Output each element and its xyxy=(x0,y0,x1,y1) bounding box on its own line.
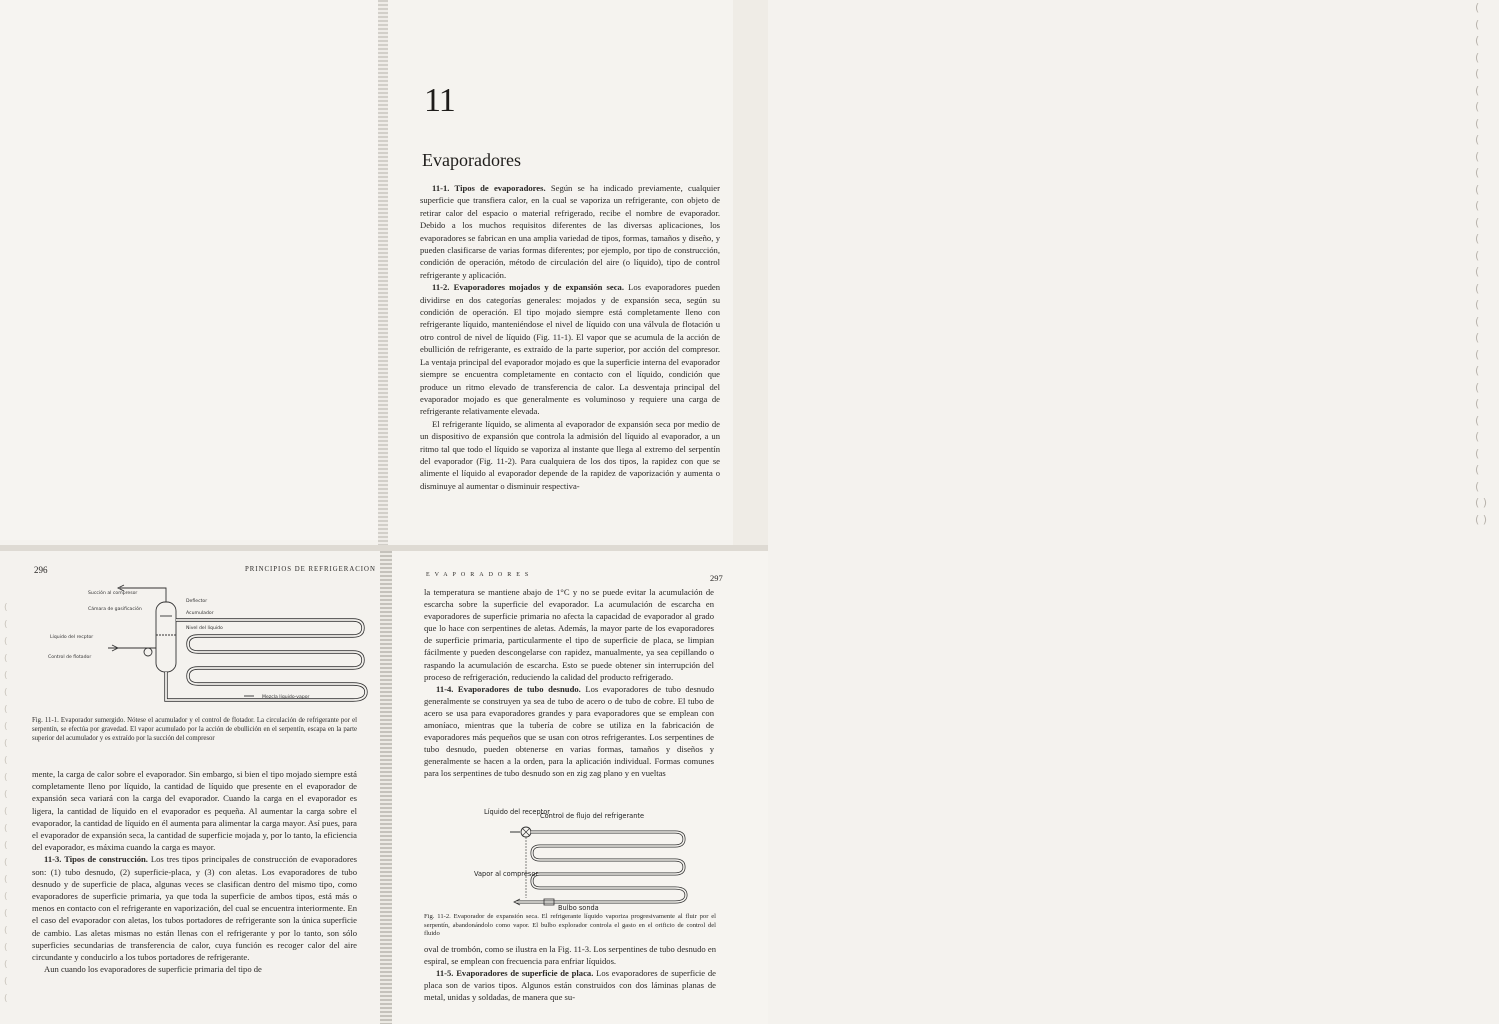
blank-page-top-left xyxy=(0,0,380,540)
label-level: Nivel del líquido xyxy=(186,626,223,631)
label-line: Líquido del receptor xyxy=(484,808,551,816)
paragraph xyxy=(424,943,716,967)
evaporator-coil xyxy=(516,832,686,902)
chapter-number: 11 xyxy=(424,82,455,119)
paragraph xyxy=(420,418,720,492)
left-margin-marks: ( ( ( ( ( ( ( ( ( ( ( ( ( ( ( ( ( ( ( ( ( ( ( ( xyxy=(4,603,8,1004)
label-deflector: Deflector xyxy=(186,599,208,604)
accumulator-drum xyxy=(156,602,176,672)
paragraph-text: El refrigerante líquido, se alimenta al evaporador de expansión seca por medio de un dispositivo de expansión que controla la admisión del líquido al evaporador, a un ritmo tal que todo el líquido se vaporiza al instante que llega al extremo del serpentín del evaporador (Fig. 11-2). Para cualquiera de los dos tipos, la rapidez con que se alimente el líquido al evaporador depende de la rapidez de vaporización y aumenta o disminuye al aumentar o disminuir respectiva- xyxy=(420,418,720,491)
figure-caption-2: Fig. 11-2. Evaporador de expansión seca. El refrigerante líquido vaporiza progresivamente al fluir por el serpentín, abandonándolo como vapor. El bulbo explorador controla el gasto en el orificio de control del fluido xyxy=(424,913,716,938)
label-suction: Succión al compresor xyxy=(88,591,138,596)
paragraph xyxy=(420,182,720,281)
chapter-body-text xyxy=(420,182,720,492)
section-heading: 11-5. Evaporadores de superficie de placa. xyxy=(436,968,594,979)
right-body-text-continued xyxy=(424,943,716,1003)
label-chamber: Cámara de gasificación xyxy=(88,607,142,612)
paragraph xyxy=(32,853,357,963)
section-heading: 11-3. Tipos de construcción. xyxy=(44,854,148,865)
paragraph xyxy=(424,586,714,683)
paragraph-text: Los tres tipos principales de construcción de evaporadores son: (1) tubo desnudo, (2) superficie-placa, y (3) con aletas. Los evaporadores de tubo desnudo y de superficie de placa, algunas veces se clasifican dentro del mismo tipo, como evaporadores de superficie primaria, ya que toda la superficie de ambos tipos, está más o menos en contacto con el refrigerante en vaporización, del cual se encuentra interiormente. En el caso del evaporador con aletas, los tubos portadores de refrigerante son la única superficie de cambio. Las aletas mismas no están llenas con el refrigerante y por lo tanto, son sólo superficies secundarias de transferencia de calor, cuya función es recoger calor del aire circundante y conducirlo a los tubos portadores de refrigerante. xyxy=(32,854,357,963)
running-head-left: PRINCIPIOS DE REFRIGERACION xyxy=(245,566,376,573)
book-spine-bottom xyxy=(380,551,392,1024)
figure-dry-expansion-evaporator xyxy=(470,806,700,914)
label-vapor-to: Vapor al compresor xyxy=(474,870,539,878)
label-accumulator: Acumulador xyxy=(186,611,214,616)
right-body-text xyxy=(424,586,714,780)
paragraph-text: oval de trombón, como se ilustra en la Fig. 11-3. Los serpentines de tubo desnudo en espiral, se emplean con frecuencia para enfriar líquidos. xyxy=(424,944,716,967)
paragraph-text: Los evaporadores de tubo desnudo generalmente se construyen ya sea de tubo de acero o de tubo de cobre. El tubo de acero se usa para evaporadores grandes y para evaporadores que se emplean con amoníaco, mientras que la tubería de cobre se utiliza en la fabricación de evaporadores más pequeños que se usan con otros refrigerantes. Los serpentines de tubo desnudo, pueden obtenerse en varias formas, tamaños y diseños y generalmente se hacen a la orden, para la aplicación individual. Formas comunes para los serpentines de tubo desnudo son en zig zag plano y en vueltas xyxy=(424,683,714,779)
section-heading: 11-1. Tipos de evaporadores. xyxy=(432,183,546,193)
paragraph xyxy=(420,281,720,417)
float-valve xyxy=(144,648,152,656)
paragraph xyxy=(424,967,716,1003)
valve-cross-icon xyxy=(522,828,530,836)
page-number-left: 296 xyxy=(34,565,48,575)
coil-inner xyxy=(166,620,366,700)
evaporator-coil xyxy=(166,620,366,700)
paragraph-text: mente, la carga de calor sobre el evaporador. Sin embargo, si bien el tipo mojado siempre está completamente lleno por líquido, la cantidad de líquido que presente en el evaporador de expansión seca variará con la carga del evaporador. Cuando la carga en el evaporador es ligera, la cantidad de líquido en el evaporador es pequeña. Al aumentar la carga sobre el evaporador, la cantidad de líquido en él aumenta para alimentar la carga mayor. Así pues, para el evaporador de expansión seca, la cantidad de superficie mojada y, por lo tanto, la eficiencia del evaporador, es máxima cuando la carga es mayor. xyxy=(32,769,357,853)
label-flow-control: Control de flujo del refrigerante xyxy=(540,812,645,820)
label-bulb: Bulbo sonda xyxy=(558,904,599,912)
section-heading: 11-4. Evaporadores de tubo desnudo. xyxy=(436,683,581,694)
paragraph xyxy=(32,768,357,853)
edge-parenthesis-marks: ( ( ( ( ( ( ( ( ( ( ( ( ( ( ( ( ( ( ( ( ( ( ( ( ( ( ( ( ( ( ( ) ( ) xyxy=(1475,1,1488,526)
chapter-title: Evaporadores xyxy=(422,150,521,170)
section-heading: 11-2. Evaporadores mojados y de expansión seca. xyxy=(432,282,624,293)
paragraph-text: Los evaporadores pueden dividirse en dos categorías generales: mojados y de expansión seca, según su condición de operación. El tipo mojado siempre está completamente lleno con refrigerante líquido, manteniéndose el nivel de líquido con una válvula de flotación u otro control de nivel de líquido (Fig. 11-1). El vapor que se acumula de la acción de ebullición de refrigerante, es extraído de la parte superior, por acción del compresor. La ventaja principal del evaporador mojado es que la superficie interna del evaporador siempre se encuentra completamente en contacto con el líquido, condición que produce un ritmo elevado de transferencia de calor. La desventaja principal del evaporador mojado es que generalmente es voluminoso y requiere una carga de refrigerante relativamente elevada. xyxy=(420,282,720,417)
paragraph-text: la temperatura se mantiene abajo de 1°C y no se puede evitar la acumulación de escarcha sobre la superficie del evaporador. La acumulación de escarcha en evaporadores de superficie primaria no afecta la capacidad de evaporador al grado que lo hace con serpentines de aletas. Además, la mayor parte de los evaporadores de superficie primaria, particularmente el tipo de superficie de placa, se limpian fácilmente y pueden descongelarse con rapidez, manualmente, ya sea cepillando o raspando la acumulación de escarcha. Esto se puede obtener sin interrupción del proceso de refrigeración, reduciendo la calidad del producto refrigerado. xyxy=(424,587,714,682)
paragraph xyxy=(424,683,714,780)
paragraph-text: Según se ha indicado previamente, cualquier superficie que transfiera calor, en la cual se vaporiza un refrigerante, con objeto de retirar calor del espacio o material refrigerado, recibe el nombre de evaporador. Debido a los muchos requisitos diferentes de las diversas aplicaciones, los evaporadores se fabrican en una amplia variedad de tipos, formas, tamaños y diseño, y pueden clasificarse de varias formas diferentes; por ejemplo, por tipo de construcción, condición de operación, método de circulación del aire (o líquido), tipo de control refrigerante y aplicación. xyxy=(420,183,720,280)
paragraph-text: Los evaporadores de superficie de placa son de varios tipos. Algunos están construidos con dos láminas planas de metal, unidas y soldadas, de manera que su- xyxy=(424,968,716,1003)
running-head-right: EVAPORADORES xyxy=(426,572,534,578)
figure-flooded-evaporator xyxy=(48,580,378,715)
page-number-right: 297 xyxy=(710,573,723,583)
page-edge-right xyxy=(733,0,1488,545)
figure-caption-1: Fig. 11-1. Evaporador sumergido. Nótese el acumulador y el control de flotador. La circulación de refrigerante por el serpentín, se efectúa por gravedad. El vapor acumulado por la acción de ebullición en el serpentín, escapa en la parte superior del acumulador y es extraído por la succión del compresor xyxy=(32,717,357,742)
label-mixture: Mezcla líquido-vapor xyxy=(262,695,310,700)
paragraph-text: Aun cuando los evaporadores de superficie primaria del tipo de xyxy=(44,964,262,975)
book-spine-top xyxy=(378,0,388,545)
coil-inner xyxy=(516,832,686,902)
label-liquid-from: Líquido del recptor xyxy=(50,635,94,640)
label-float: Control de flotador xyxy=(48,655,92,660)
paragraph xyxy=(32,963,357,975)
left-body-text xyxy=(32,768,357,975)
